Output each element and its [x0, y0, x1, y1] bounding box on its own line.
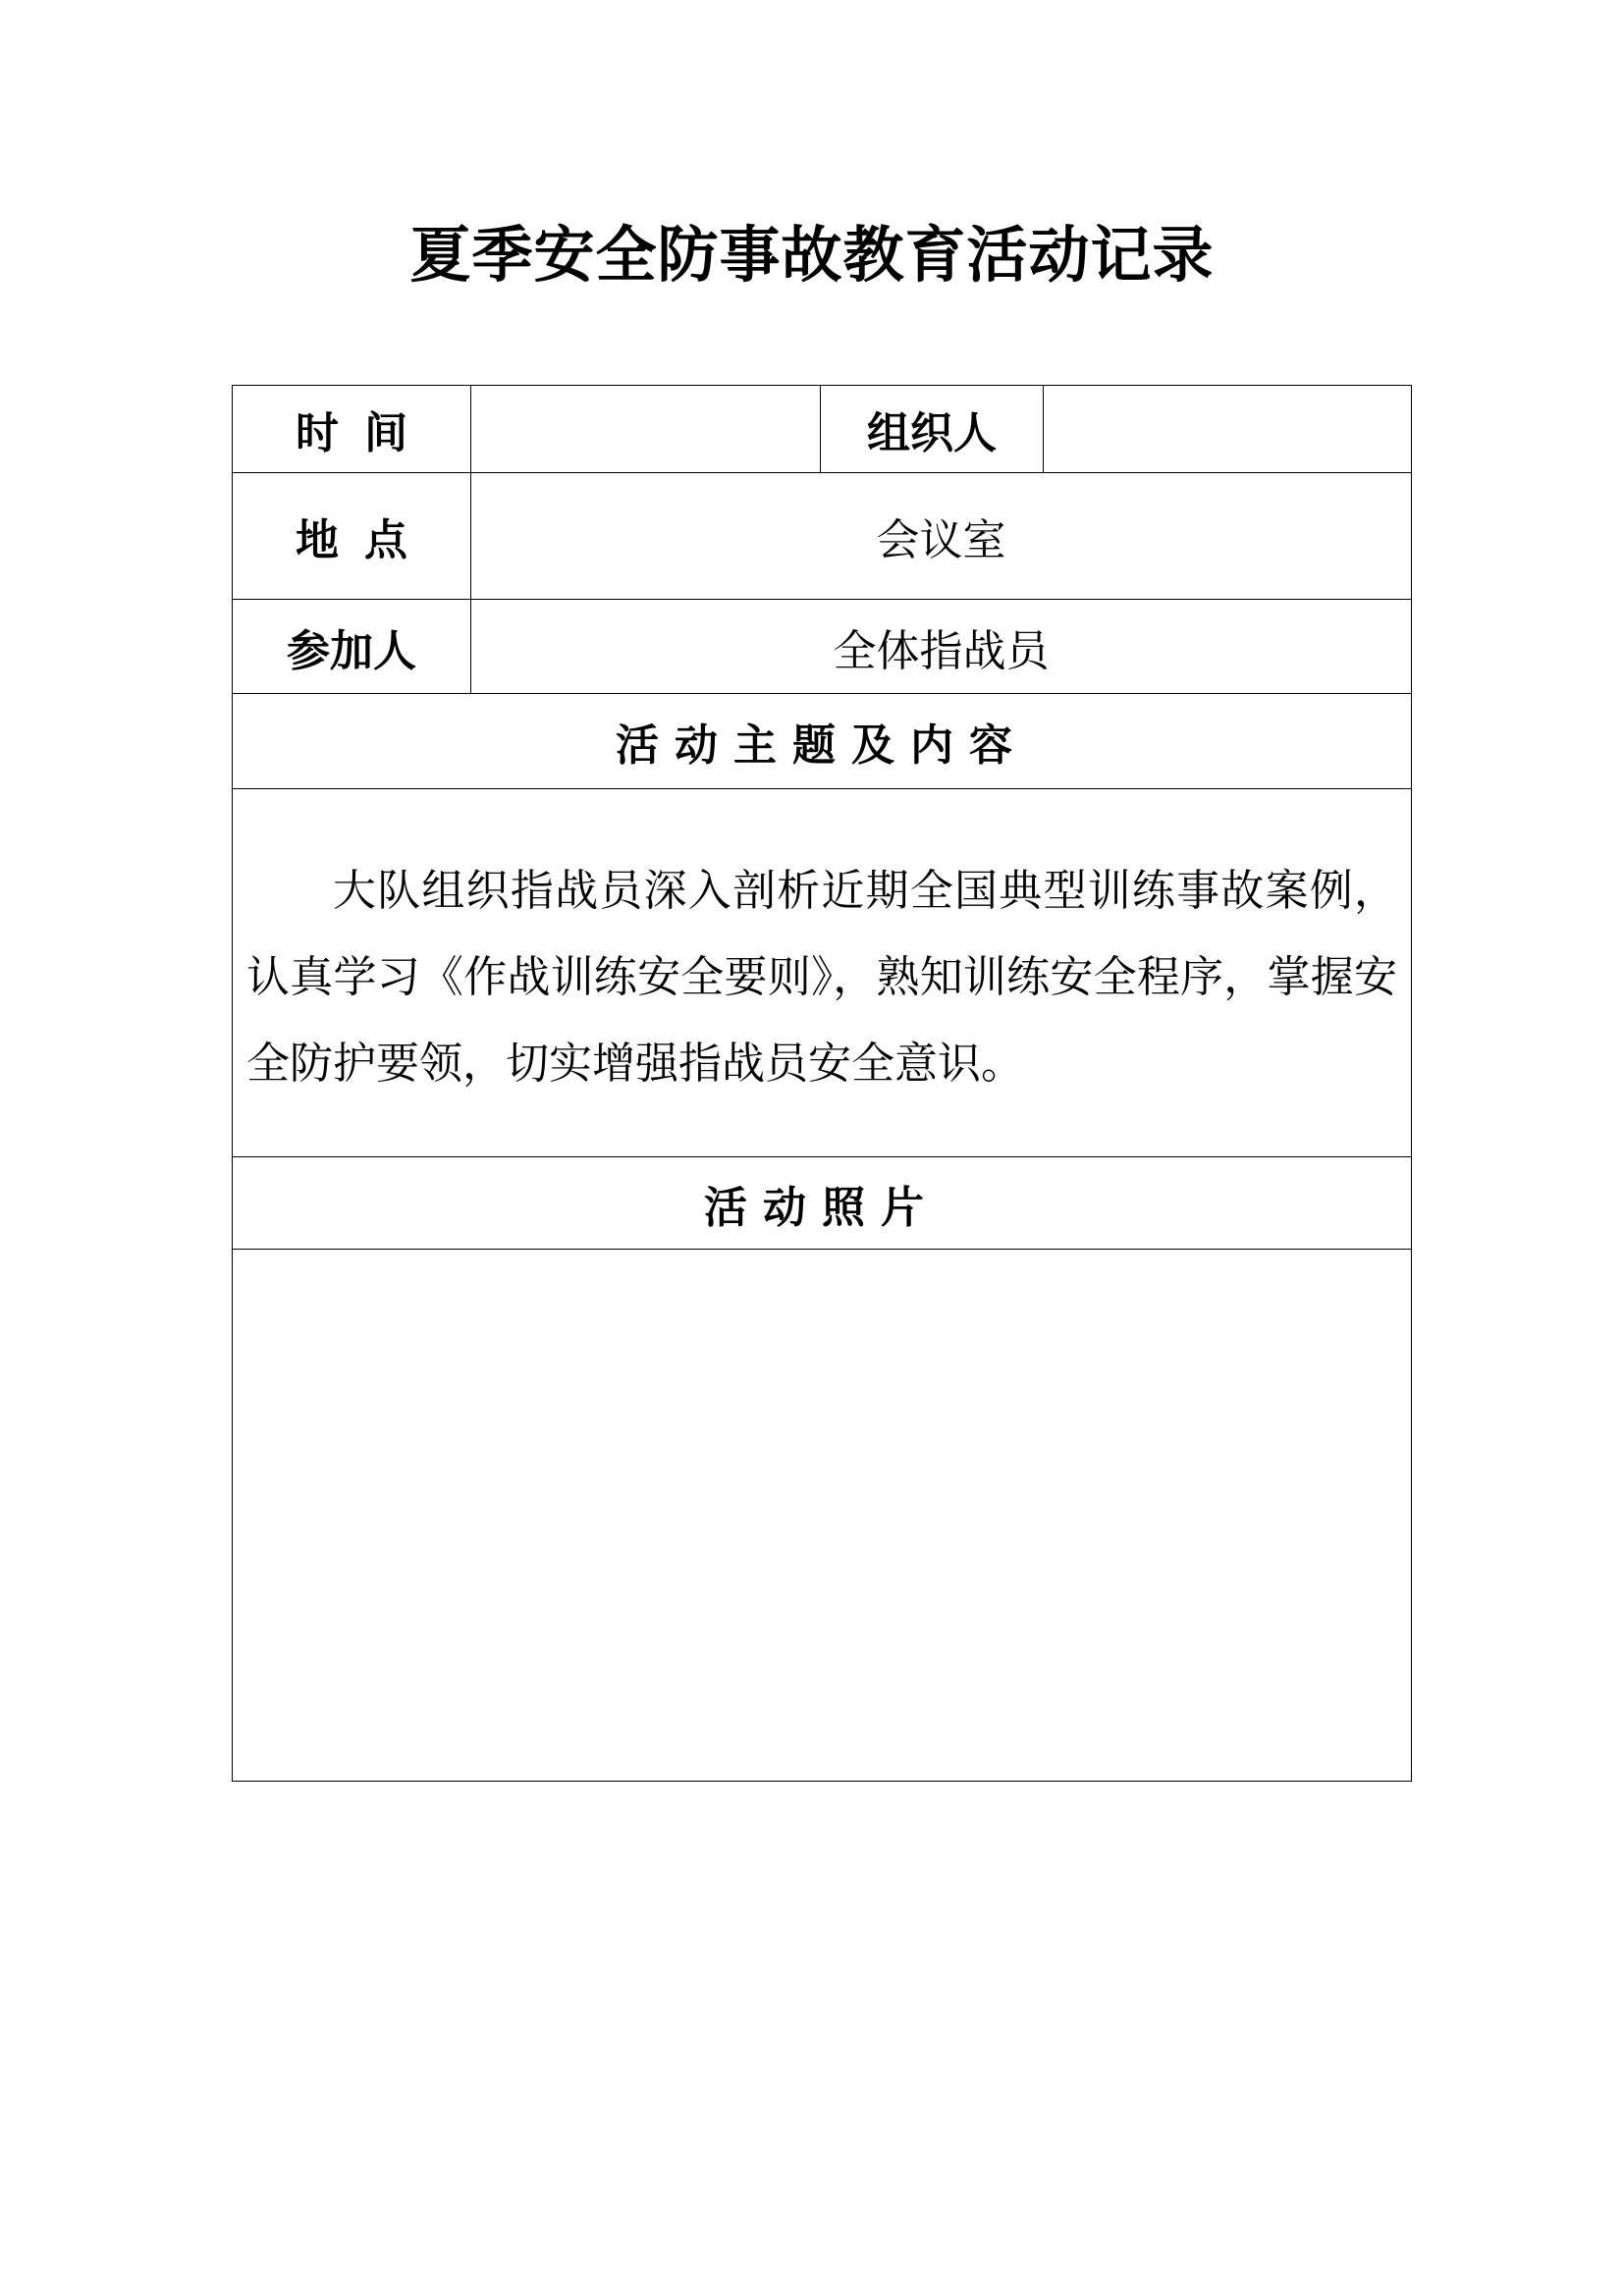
- organizer-value: [1044, 386, 1412, 473]
- location-value: 会议室: [471, 473, 1412, 600]
- participants-row: [233, 600, 1412, 694]
- theme-header: 活动主题及内容: [233, 694, 1412, 789]
- activity-record-table: [232, 385, 1412, 1782]
- organizer-label: 组织人: [821, 386, 1044, 473]
- location-label: 地点: [233, 473, 471, 600]
- location-row: [233, 473, 1412, 600]
- participants-label: 参加人: [233, 600, 471, 694]
- photo-header-row: [233, 1157, 1412, 1250]
- theme-content-row: [233, 789, 1412, 1157]
- time-value: [471, 386, 821, 473]
- photo-area: [233, 1250, 1412, 1782]
- photo-area-row: [233, 1250, 1412, 1782]
- theme-header-row: [233, 694, 1412, 789]
- theme-content-text: 大队组织指战员深入剖析近期全国典型训练事故案例，认真学习《作战训练安全要则》，熟知训练安全程序，掌握安全防护要领，切实增强指战员安全意识。: [246, 866, 1397, 1089]
- document-title: 夏季安全防事故教育活动记录: [409, 219, 1215, 291]
- participants-value: 全体指战员: [471, 600, 1412, 694]
- time-label: 时间: [233, 386, 471, 473]
- photo-header: 活动照片: [233, 1157, 1412, 1250]
- time-organizer-row: [233, 386, 1412, 473]
- theme-content-cell: [233, 789, 1412, 1157]
